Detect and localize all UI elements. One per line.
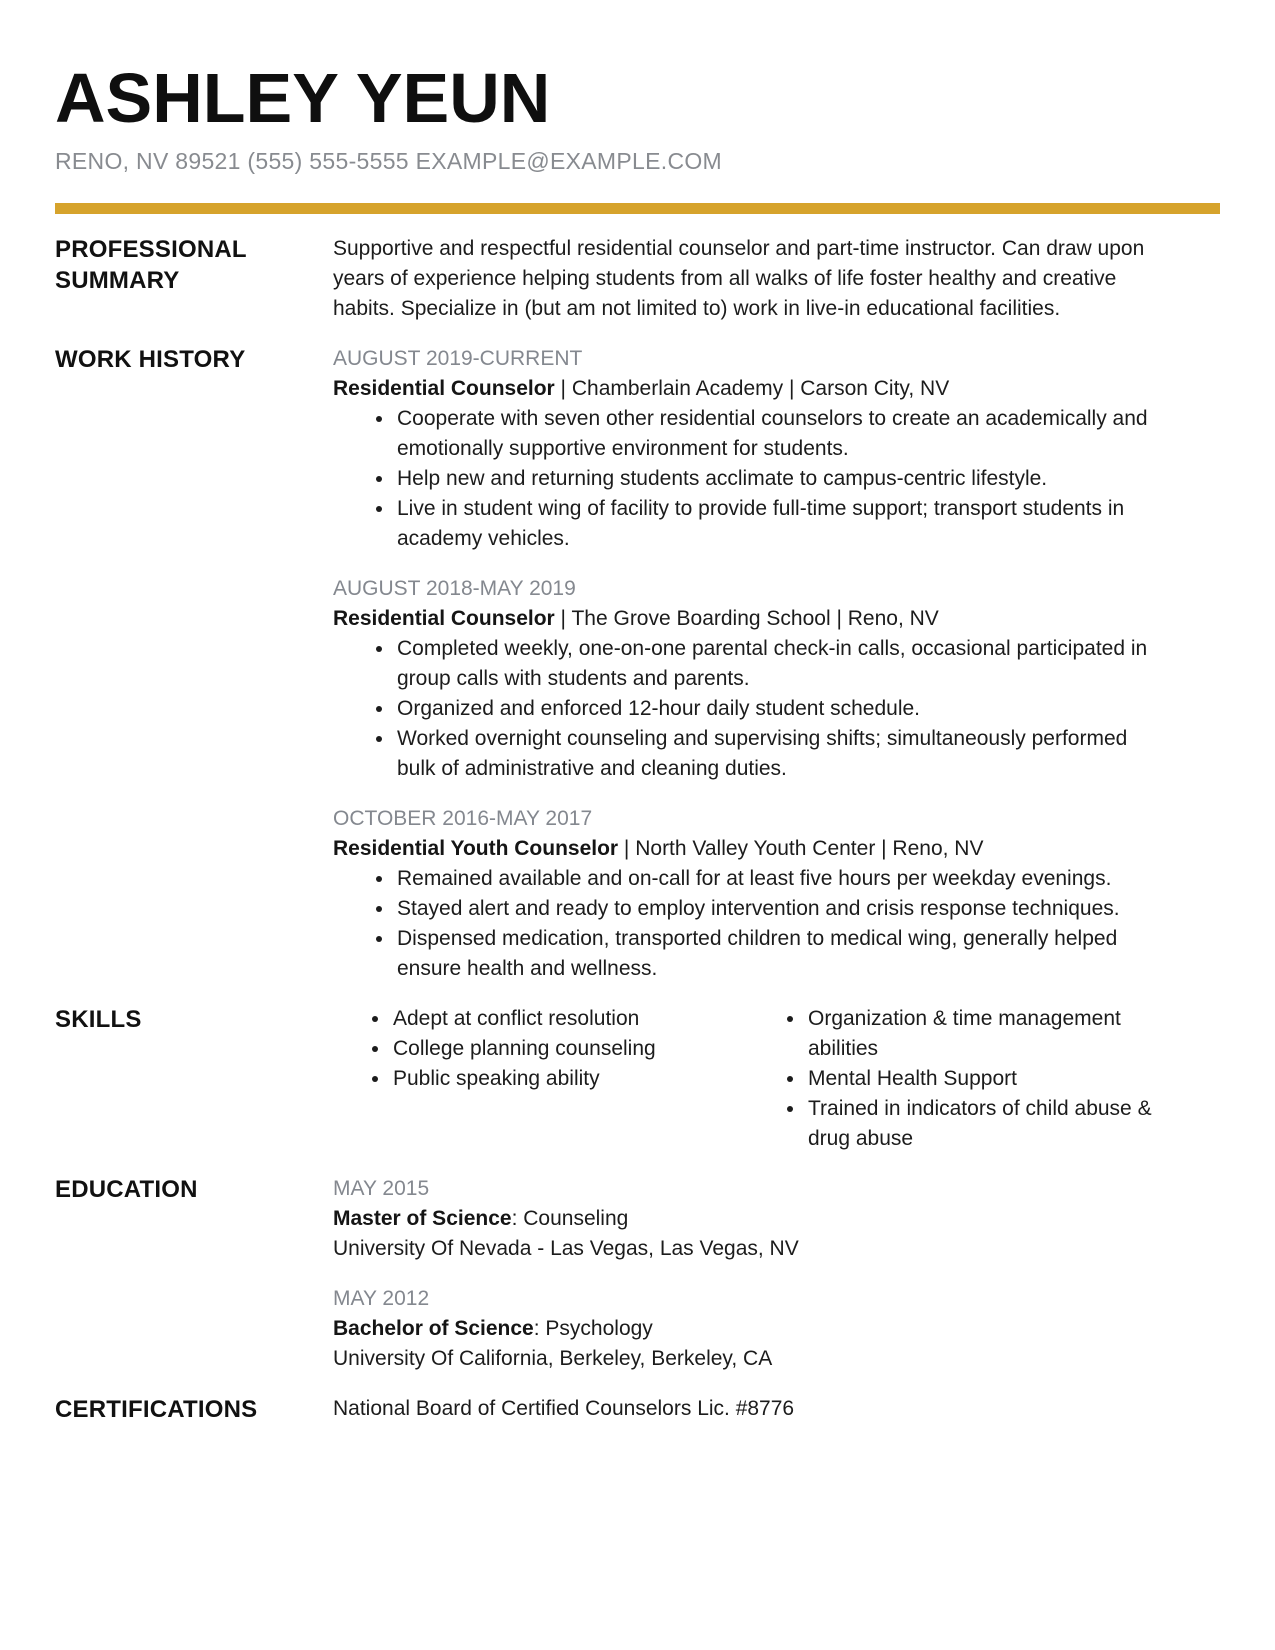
job-company-location: | North Valley Youth Center | Reno, NV — [618, 837, 984, 860]
job-bullet: • Live in student wing of facility to provide full-time support; transport students in academy vehicles. — [395, 494, 1163, 554]
work-history-content — [333, 344, 1163, 984]
job-bullet: • Worked overnight counseling and supervising shifts; simultaneously performed bulk of administrative and cleaning duties. — [395, 724, 1163, 784]
section-certifications — [55, 1394, 1220, 1425]
degree-line — [333, 1204, 1163, 1234]
job-title-line — [333, 604, 1163, 634]
skills-heading: SKILLS — [55, 1006, 142, 1033]
skill-item: • Trained in indicators of child abuse & drug abuse — [806, 1094, 1163, 1154]
summary-text: Supportive and respectful residential counselor and part-time instructor. Can draw upon years of experience helping students from all walks of life foster healthy and creative habits. Specialize in (but am not limited to) work in live-in educational facilities. — [333, 237, 1145, 320]
job-bullet: • Help new and returning students acclimate to campus-centric lifestyle. — [395, 464, 1163, 494]
education-dates: MAY 2015 — [333, 1177, 430, 1200]
degree-field: : Counseling — [511, 1207, 629, 1230]
job-dates: OCTOBER 2016-MAY 2017 — [333, 807, 593, 830]
summary-heading: PROFESSIONAL SUMMARY — [55, 236, 247, 294]
certifications-content — [333, 1394, 1163, 1425]
degree-line — [333, 1314, 1163, 1344]
job-dates: AUGUST 2019-CURRENT — [333, 347, 583, 370]
job-bullet-list — [333, 634, 1163, 784]
certification-text: National Board of Certified Counselors Lic. #8776 — [333, 1397, 795, 1420]
certifications-heading: CERTIFICATIONS — [55, 1396, 258, 1423]
section-work-history — [55, 344, 1220, 984]
school-name: University Of Nevada - Las Vegas, Las Vegas, NV — [333, 1237, 799, 1260]
job-title-line — [333, 834, 1163, 864]
candidate-name: ASHLEY YEUN — [55, 59, 551, 137]
job-entry — [333, 804, 1163, 984]
job-company-location: | Chamberlain Academy | Carson City, NV — [554, 377, 950, 400]
section-skills — [55, 1004, 1220, 1154]
degree-field: : Psychology — [533, 1317, 653, 1340]
job-entry — [333, 344, 1163, 554]
summary-content — [333, 234, 1163, 324]
skills-column-1 — [333, 1004, 748, 1154]
skill-item: • Adept at conflict resolution — [391, 1004, 748, 1034]
job-title-line — [333, 374, 1163, 404]
work-history-heading: WORK HISTORY — [55, 346, 246, 373]
job-bullet: • Stayed alert and ready to employ intervention and crisis response techniques. — [395, 894, 1163, 924]
job-bullet: • Cooperate with seven other residential counselors to create an academically and emotionally supportive environment for students. — [395, 404, 1163, 464]
skills-column-2 — [748, 1004, 1163, 1154]
education-content — [333, 1174, 1163, 1374]
job-bullet-list — [333, 864, 1163, 984]
job-bullet: • Completed weekly, one-on-one parental check-in calls, occasional participated in group calls with students and parents. — [395, 634, 1163, 694]
job-bullet: • Dispensed medication, transported children to medical wing, generally helped ensure health and wellness. — [395, 924, 1163, 984]
skill-item: • Mental Health Support — [806, 1064, 1163, 1094]
education-entry — [333, 1174, 1163, 1264]
job-title: Residential Youth Counselor — [333, 837, 619, 860]
job-entry — [333, 574, 1163, 784]
degree-name: Master of Science — [333, 1207, 512, 1230]
skills-content — [333, 1004, 1163, 1154]
education-heading: EDUCATION — [55, 1176, 198, 1203]
education-dates: MAY 2012 — [333, 1287, 430, 1310]
contact-line: RENO, NV 89521 (555) 555-5555 EXAMPLE@EXAMPLE.COM — [55, 148, 722, 174]
degree-name: Bachelor of Science — [333, 1317, 534, 1340]
education-entry — [333, 1284, 1163, 1374]
job-dates: AUGUST 2018-MAY 2019 — [333, 577, 576, 600]
job-company-location: | The Grove Boarding School | Reno, NV — [554, 607, 939, 630]
resume-body — [55, 234, 1220, 1425]
school-name: University Of California, Berkeley, Berkeley, CA — [333, 1347, 773, 1370]
skill-item: • Organization & time management abilities — [806, 1004, 1163, 1064]
skill-item: • Public speaking ability — [391, 1064, 748, 1094]
job-title: Residential Counselor — [333, 377, 555, 400]
job-bullet: • Remained available and on-call for at least five hours per weekday evenings. — [395, 864, 1163, 894]
resume-header — [55, 59, 1220, 214]
job-title: Residential Counselor — [333, 607, 555, 630]
section-education — [55, 1174, 1220, 1374]
section-professional-summary — [55, 234, 1220, 324]
skill-item: • College planning counseling — [391, 1034, 748, 1064]
accent-divider — [55, 203, 1220, 214]
job-bullet: • Organized and enforced 12-hour daily student schedule. — [395, 694, 1163, 724]
job-bullet-list — [333, 404, 1163, 554]
